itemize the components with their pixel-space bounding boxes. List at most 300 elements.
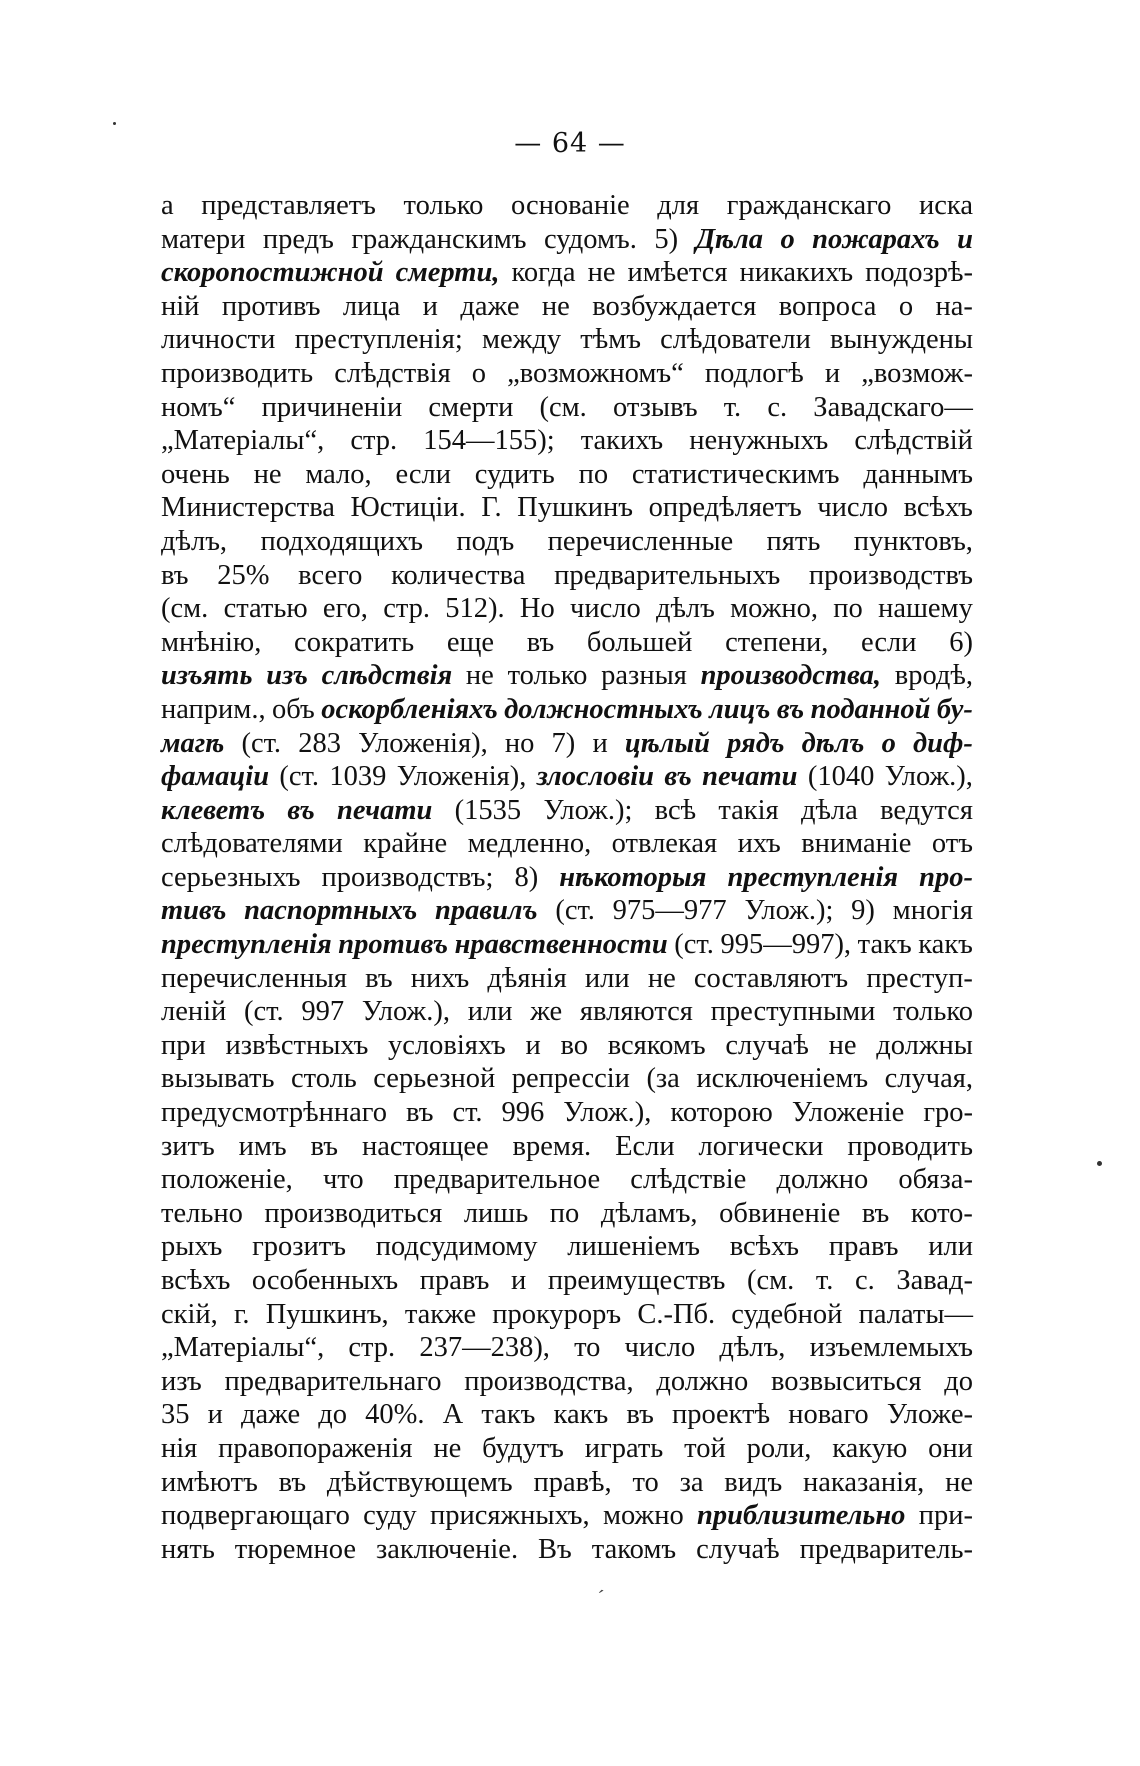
word: (ст. xyxy=(674,929,714,961)
word: С.-Пб. xyxy=(637,1298,716,1330)
print-speck xyxy=(1097,1161,1102,1166)
word: и xyxy=(525,1029,541,1061)
word: предварительнаго xyxy=(224,1365,442,1397)
word: то xyxy=(574,1332,601,1364)
word: (1535 xyxy=(454,794,522,826)
word: обвиненіе xyxy=(719,1197,841,1229)
word: возбуждается xyxy=(592,290,757,322)
text-line xyxy=(161,694,973,728)
word: „возмож- xyxy=(861,357,973,389)
word: число xyxy=(817,492,889,524)
word: дѣлъ, xyxy=(161,525,228,557)
text-line xyxy=(161,459,973,493)
text-line xyxy=(161,895,973,929)
emphasized-word: печати xyxy=(702,761,798,793)
word: 975—977 xyxy=(612,895,727,927)
word: лица xyxy=(342,290,401,322)
word: при xyxy=(161,1029,206,1061)
word: Юстиціи. xyxy=(350,492,466,524)
word: не xyxy=(541,290,570,322)
emphasized-word: дѣлъ xyxy=(801,727,865,759)
word: слѣдствій xyxy=(854,425,973,457)
word: с. xyxy=(854,1265,875,1296)
word: медленно, xyxy=(467,828,592,860)
word: иска xyxy=(919,190,973,221)
word: стр. xyxy=(383,593,431,625)
word: всѣхъ xyxy=(729,1231,800,1263)
word: Г. xyxy=(481,492,502,524)
word: до xyxy=(318,1399,348,1431)
word: ненужныхъ xyxy=(689,425,829,457)
word: Улож.), xyxy=(884,761,973,793)
word: зитъ xyxy=(161,1130,215,1162)
text-line xyxy=(161,425,973,459)
emphasized-word: нѣкоторыя xyxy=(559,861,707,893)
word: преступными xyxy=(710,996,876,1028)
word: подозрѣ- xyxy=(865,257,973,289)
word: исключеніемъ xyxy=(696,1063,869,1095)
word: 154—155); xyxy=(423,425,555,457)
word: предусмотрѣннаго xyxy=(161,1097,387,1129)
word: 8) xyxy=(514,861,539,893)
word: и xyxy=(422,290,438,322)
word: матери xyxy=(161,223,246,255)
word: всякомъ xyxy=(607,1029,706,1061)
word: не xyxy=(587,257,616,289)
word: (ст. xyxy=(555,895,595,927)
emphasized-word: приблизительно xyxy=(697,1500,906,1532)
word: если xyxy=(861,626,917,658)
word: даже xyxy=(241,1399,301,1431)
text-line xyxy=(161,1299,973,1333)
word: прокуроръ xyxy=(492,1298,622,1330)
word: подсудимому xyxy=(375,1231,538,1263)
word: 5) xyxy=(654,223,679,255)
word: (за xyxy=(646,1063,680,1095)
text-line xyxy=(161,492,973,526)
word: ст. xyxy=(452,1097,483,1129)
emphasized-word: тивъ xyxy=(161,895,227,927)
word: предъ xyxy=(262,223,334,255)
text-line xyxy=(161,728,973,762)
emphasized-word: оскорбленіяхъ xyxy=(321,693,498,725)
emphasized-word: изъять xyxy=(161,660,253,692)
emphasized-word: диф- xyxy=(913,727,973,759)
word: столь xyxy=(290,1063,357,1095)
emphasized-word: фамаціи xyxy=(161,761,270,793)
word: 25% xyxy=(217,559,270,591)
word: будутъ xyxy=(482,1432,564,1464)
word: не xyxy=(828,1029,857,1061)
word: наказанія, xyxy=(803,1466,925,1498)
word: и xyxy=(510,1265,527,1296)
text-line xyxy=(161,1097,973,1131)
word: г. xyxy=(233,1298,250,1330)
word: всѣхъ xyxy=(161,1265,231,1296)
word: (см. xyxy=(539,391,587,423)
word: слѣдователи xyxy=(660,324,811,356)
word: 996 xyxy=(501,1097,545,1129)
word: степени, xyxy=(725,626,829,658)
word: нашему xyxy=(878,593,973,625)
word: судить xyxy=(474,458,555,490)
word: также xyxy=(404,1298,477,1330)
text-line xyxy=(161,660,973,694)
word: опредѣляетъ xyxy=(648,492,802,524)
emphasized-word: производства, xyxy=(700,660,881,692)
word: или xyxy=(928,1231,973,1263)
word: Пушкинъ xyxy=(517,492,634,524)
text-line xyxy=(161,560,973,594)
emphasized-word: бу- xyxy=(936,693,973,725)
word: правѣ, xyxy=(533,1466,612,1498)
word: же xyxy=(530,996,563,1028)
word: или xyxy=(467,996,513,1028)
word: изъемлемыхъ xyxy=(809,1332,973,1364)
word: можно xyxy=(602,1500,684,1532)
word: производствъ; xyxy=(321,861,494,893)
word: вродѣ, xyxy=(894,660,973,692)
emphasized-word: о xyxy=(780,223,795,255)
word: тельно xyxy=(161,1197,243,1229)
word: даннымъ xyxy=(863,458,973,490)
word: какъ xyxy=(918,929,973,961)
word: правъ xyxy=(828,1231,899,1263)
word: случая, xyxy=(884,1063,973,1095)
word: или xyxy=(584,962,630,994)
word: скій, xyxy=(161,1298,218,1330)
word: не xyxy=(465,660,494,692)
word: 237—238), xyxy=(419,1332,550,1364)
word: время. xyxy=(512,1130,592,1162)
word: вынуждены xyxy=(830,324,973,356)
word: а xyxy=(161,190,174,221)
word: видъ xyxy=(724,1466,783,1498)
word: присяжныхъ, xyxy=(429,1500,590,1532)
word: въ xyxy=(861,1197,890,1229)
word: правъ xyxy=(419,1265,490,1296)
word: Въ xyxy=(538,1533,572,1565)
word: не xyxy=(945,1466,973,1498)
word: то xyxy=(632,1466,659,1498)
text-line xyxy=(161,1399,973,1433)
word: условіяхъ xyxy=(388,1029,506,1061)
emphasized-word: лицъ xyxy=(709,693,771,725)
word: Улож.), xyxy=(361,996,450,1028)
word: производить xyxy=(161,357,314,389)
text-line xyxy=(161,392,973,426)
word: 40%. xyxy=(365,1399,425,1431)
word: „возможномъ“ xyxy=(507,357,684,389)
word: отзывъ xyxy=(612,391,698,423)
word: за xyxy=(679,1466,704,1498)
word: Но xyxy=(519,593,555,625)
word: дѣламъ, xyxy=(600,1197,698,1229)
emphasized-word: рядъ xyxy=(727,727,785,759)
word: когда xyxy=(511,257,576,289)
body-text xyxy=(161,190,973,1567)
word: но xyxy=(504,727,535,759)
word: составляютъ xyxy=(693,962,849,994)
text-line xyxy=(161,1265,973,1299)
word: играть xyxy=(584,1432,664,1464)
text-line xyxy=(161,593,973,627)
word: предварительное xyxy=(393,1164,601,1196)
text-line xyxy=(161,929,973,963)
text-line xyxy=(161,1467,973,1501)
word: и xyxy=(824,357,841,389)
word: большей xyxy=(586,626,693,658)
word: возвыситься xyxy=(770,1365,922,1397)
word: серьезной xyxy=(373,1063,496,1095)
word: т. xyxy=(723,391,742,423)
word: количества xyxy=(391,559,526,591)
text-line xyxy=(161,1366,973,1400)
word: отъ xyxy=(931,828,973,860)
word: „Матеріалы“, xyxy=(161,1332,325,1364)
word: преимуществъ xyxy=(547,1265,726,1296)
word: рыхъ xyxy=(161,1231,223,1263)
word: ихъ xyxy=(737,828,781,860)
word: с. xyxy=(767,391,788,423)
word: ведутся xyxy=(880,794,973,826)
word: производствъ xyxy=(808,559,973,591)
word: какъ xyxy=(553,1399,609,1431)
word: Пушкинъ, xyxy=(265,1298,389,1330)
text-line xyxy=(161,324,973,358)
word: проводить xyxy=(847,1130,973,1162)
word: суду xyxy=(363,1500,417,1532)
word: кото- xyxy=(910,1197,973,1229)
word: должны xyxy=(876,1029,973,1061)
word: многія xyxy=(892,895,973,927)
text-line xyxy=(161,190,973,224)
emphasized-word: цѣлый xyxy=(624,727,710,759)
word: представляетъ xyxy=(201,190,376,221)
word: должно xyxy=(656,1365,749,1397)
word: палаты— xyxy=(858,1298,973,1330)
word: можно, xyxy=(730,593,819,625)
page-number: — 64 — xyxy=(514,128,626,159)
word: (ст. xyxy=(241,727,282,759)
word: дѣянія xyxy=(487,962,567,994)
word: въ xyxy=(626,1399,654,1431)
word: т. xyxy=(815,1265,834,1296)
word: слѣдователями xyxy=(161,828,343,860)
word: отвлекая xyxy=(611,828,718,860)
word: въ xyxy=(161,559,189,591)
word: перечисленные xyxy=(547,525,734,557)
word: серьезныхъ xyxy=(161,861,301,893)
emphasized-word: нравственности xyxy=(454,929,668,961)
word: причиненіи xyxy=(261,391,403,423)
text-line xyxy=(161,1164,973,1198)
word: предварительныхъ xyxy=(554,559,781,591)
word: (ст. xyxy=(244,996,284,1028)
word: Уложеніе xyxy=(791,1097,905,1129)
text-line xyxy=(161,795,973,829)
word: въ xyxy=(405,1097,434,1129)
word: особенныхъ xyxy=(251,1265,399,1296)
word: подходящихъ xyxy=(260,525,423,557)
word: изъ xyxy=(161,1365,202,1397)
word: дѣйствующемъ xyxy=(326,1466,513,1498)
word: они xyxy=(928,1432,973,1464)
emphasized-word: должностныхъ xyxy=(504,693,703,725)
emphasized-word: въ xyxy=(776,693,805,725)
emphasized-word: о xyxy=(881,727,896,759)
text-line xyxy=(161,257,973,291)
emphasized-word: правилъ xyxy=(434,895,538,927)
emphasized-word: изъ xyxy=(266,660,308,692)
word: статистическимъ xyxy=(631,458,840,490)
word: дѣлъ xyxy=(655,593,715,625)
word: Уложе- xyxy=(886,1399,973,1431)
word: 512). xyxy=(445,593,505,625)
word: вниманіе xyxy=(801,828,912,860)
word: лишеніемъ xyxy=(567,1231,700,1263)
word: разныя xyxy=(601,660,687,692)
word: тюремное xyxy=(234,1533,356,1565)
word: перечисленныя xyxy=(161,962,347,994)
word: по xyxy=(549,1197,580,1229)
word: предваритель- xyxy=(799,1533,973,1565)
word: число xyxy=(569,593,641,625)
word: настоящее xyxy=(361,1130,489,1162)
emphasized-word: печати xyxy=(337,794,433,826)
word: Завадскаго— xyxy=(813,391,973,423)
word: для xyxy=(657,190,700,221)
word: обяза- xyxy=(898,1164,973,1196)
word: только xyxy=(403,190,484,221)
word: (см. xyxy=(161,593,209,625)
word: слѣдствіе xyxy=(630,1164,747,1196)
word: имъ xyxy=(238,1130,287,1162)
emphasized-word: магѣ xyxy=(161,727,225,759)
emphasized-word: и xyxy=(957,223,973,255)
text-line xyxy=(161,828,973,862)
word: о xyxy=(471,357,487,389)
text-line xyxy=(161,358,973,392)
word: въ xyxy=(526,626,555,658)
word: не xyxy=(433,1432,462,1464)
text-line xyxy=(161,1433,973,1467)
word: мало, xyxy=(305,458,372,490)
word: лишь xyxy=(463,1197,529,1229)
emphasized-word: про- xyxy=(919,861,973,893)
text-line xyxy=(161,291,973,325)
word: личности xyxy=(161,324,276,356)
emphasized-word: злословіи xyxy=(536,761,655,793)
text-line xyxy=(161,1332,973,1366)
word: дѣла xyxy=(800,794,858,826)
word: нихъ xyxy=(410,962,470,994)
stray-mark: ′ xyxy=(593,1584,606,1610)
word: только xyxy=(507,660,588,692)
word: основаніе xyxy=(511,190,630,221)
text-line xyxy=(161,526,973,560)
emphasized-word: преступленія xyxy=(161,929,332,961)
word: стр. xyxy=(348,1332,396,1364)
word: въ xyxy=(278,1466,307,1498)
word: грозитъ xyxy=(252,1231,346,1263)
word: проектѣ xyxy=(671,1399,771,1431)
word: на- xyxy=(935,290,973,322)
word: нять xyxy=(161,1533,215,1565)
word: роли, xyxy=(746,1432,812,1464)
word: новаго xyxy=(788,1399,869,1431)
word: Завад- xyxy=(896,1265,973,1296)
word: никакихъ xyxy=(739,257,854,289)
text-line xyxy=(161,862,973,896)
word: стр. xyxy=(350,425,398,457)
word: такъ xyxy=(857,929,912,961)
word: до xyxy=(944,1365,973,1397)
word: такомъ xyxy=(591,1533,677,1565)
word: сократить xyxy=(294,626,415,658)
text-line xyxy=(161,963,973,997)
word: судебной xyxy=(731,1298,843,1330)
word: гражданскаго xyxy=(726,190,892,221)
word: репрессіи xyxy=(511,1063,630,1095)
text-line xyxy=(161,1198,973,1232)
word: всѣ xyxy=(654,794,697,826)
emphasized-word: въ xyxy=(664,761,692,793)
word: „Матеріалы“, xyxy=(161,425,325,457)
word: не xyxy=(647,962,676,994)
word: Улож.); xyxy=(744,895,834,927)
word: случаѣ xyxy=(696,1533,780,1565)
emphasized-word: поданной xyxy=(810,693,931,725)
emphasized-word: пожарахъ xyxy=(812,223,940,255)
emphasized-word: преступленія xyxy=(727,861,899,893)
emphasized-word: въ xyxy=(287,794,315,826)
word: имѣютъ xyxy=(161,1466,258,1498)
word: Если xyxy=(615,1130,675,1162)
word: вызывать xyxy=(161,1063,275,1095)
word: такихъ xyxy=(580,425,664,457)
word: производиться xyxy=(264,1197,443,1229)
word: ній xyxy=(161,290,200,322)
word: при- xyxy=(918,1500,973,1532)
text-line xyxy=(161,1131,973,1165)
word: (ст. xyxy=(279,761,319,793)
word: не xyxy=(253,458,282,490)
word: (см. xyxy=(747,1265,795,1296)
text-line xyxy=(161,1231,973,1265)
text-line xyxy=(161,224,973,258)
word: являются xyxy=(579,996,693,1028)
word: 995—997), xyxy=(720,929,852,961)
emphasized-word: смерти, xyxy=(395,257,500,289)
word: слѣдствія xyxy=(334,357,451,389)
print-speck xyxy=(113,122,116,125)
word: всѣхъ xyxy=(903,492,973,524)
emphasized-word: скоропостижной xyxy=(161,257,384,289)
text-line xyxy=(161,627,973,661)
text-line xyxy=(161,996,973,1030)
word: мнѣнію, xyxy=(161,626,262,658)
word: леній xyxy=(161,996,227,1028)
text-line xyxy=(161,1063,973,1097)
word: если xyxy=(395,458,451,490)
word: всего xyxy=(298,559,363,591)
word: наприм., xyxy=(161,693,266,725)
word: правопораженія xyxy=(218,1432,413,1464)
word: подлогѣ xyxy=(704,357,804,389)
word: какую xyxy=(832,1432,908,1464)
word: по xyxy=(833,593,863,625)
